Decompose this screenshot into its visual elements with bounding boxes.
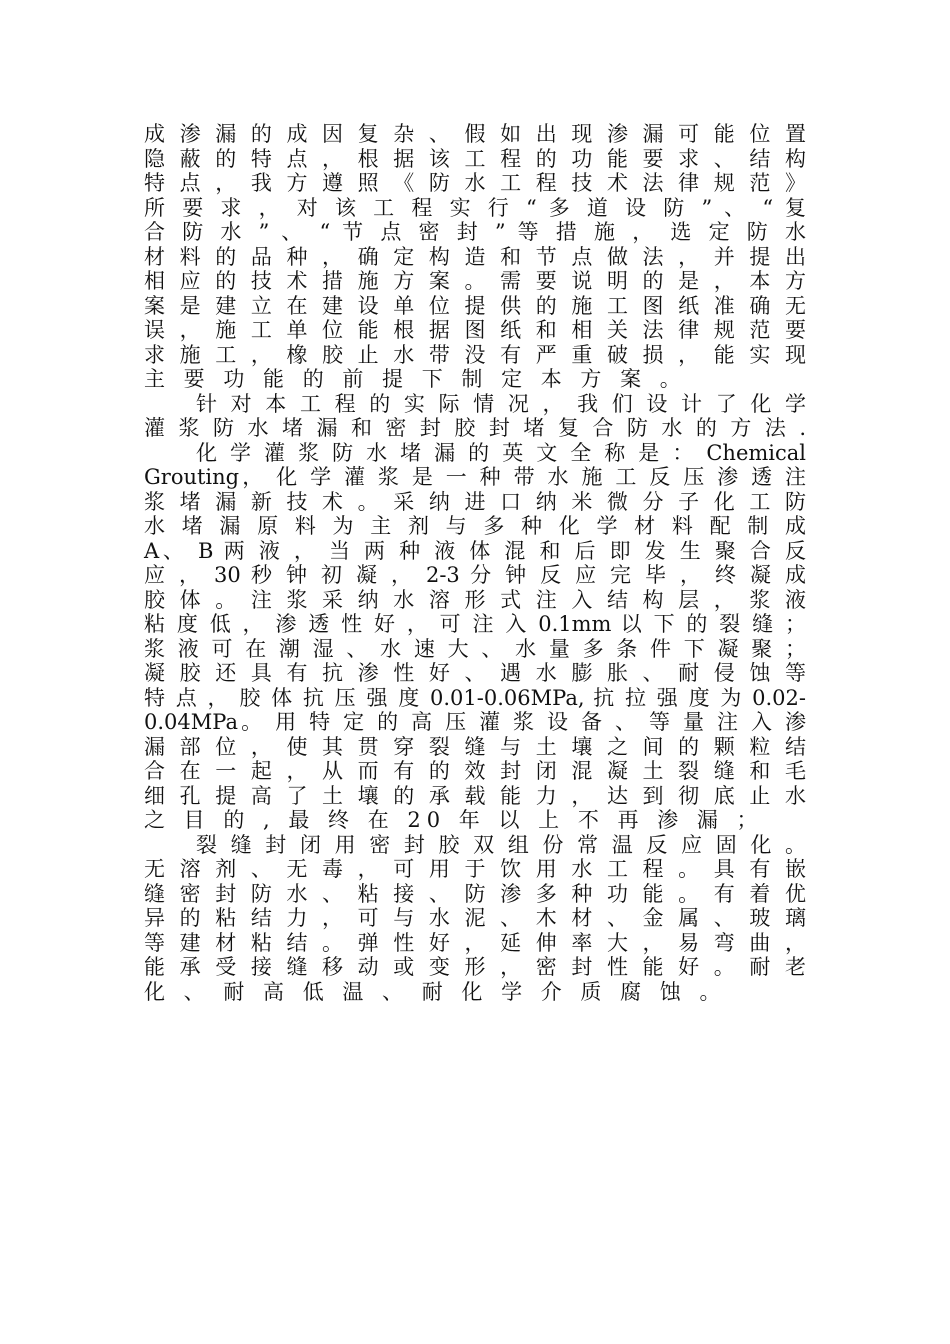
- text-line: 凝 胶 还 具 有 抗 渗 性 好 、 遇 水 膨 胀 、 耐 侵 蚀 等: [144, 661, 806, 685]
- text-line: 能 承 受 接 缝 移 动 或 变 形 ， 密 封 性 能 好 。 耐 老: [144, 955, 806, 979]
- body-text: [144, 122, 806, 1004]
- text-line: 所 要 求 ， 对 该 工 程 实 行 “ 多 道 设 防 ” 、 “ 复: [144, 195, 806, 220]
- text-line: 灌 浆 防 水 堵 漏 和 密 封 胶 封 堵 复 合 防 水 的 方 法 .: [144, 416, 806, 440]
- text-line: 缝 密 封 防 水 、 粘 接 、 防 渗 多 种 功 能 。 有 着 优: [144, 881, 806, 906]
- text-line: 等 建 材 粘 结 。 弹 性 好 ， 延 伸 率 大 ， 易 弯 曲 ，: [144, 930, 806, 955]
- text-line: 粘 度 低 ， 渗 透 性 好 ， 可 注 入 0.1mm 以 下 的 裂 缝 ；: [144, 612, 806, 636]
- text-line: 水 堵 漏 原 料 为 主 剂 与 多 种 化 学 材 料 配 制 成: [144, 514, 806, 538]
- text-line: 特 点 ， 我 方 遵 照 《 防 水 工 程 技 术 法 律 规 范 》: [144, 171, 806, 195]
- text-line: 浆 堵 漏 新 技 术 。 采 纳 进 口 纳 米 微 分 子 化 工 防: [144, 489, 806, 514]
- paragraph-method: [144, 392, 806, 441]
- text-line: 案 是 建 立 在 建 设 单 位 提 供 的 施 工 图 纸 准 确 无: [144, 293, 806, 318]
- text-line: 0.04MPa。 用 特 定 的 高 压 灌 浆 设 备 、 等 量 注 入 渗: [144, 710, 806, 734]
- text-line: 成 渗 漏 的 成 因 复 杂 、 假 如 出 现 渗 漏 可 能 位 置: [144, 122, 806, 146]
- paragraph-sealant: [144, 833, 806, 1005]
- text-line: 应 ， 30 秒 钟 初 凝 ， 2-3 分 钟 反 应 完 毕 ， 终 凝 成: [144, 563, 806, 587]
- text-line: 针 对 本 工 程 的 实 际 情 况 ， 我 们 设 计 了 化 学: [196, 391, 806, 416]
- text-line: 求 施 工 ， 橡 胶 止 水 带 没 有 严 重 破 损 ， 能 实 现: [144, 342, 806, 367]
- text-line: 合 防 水 ” 、 “ 节 点 密 封 ” 等 措 施 ， 选 定 防 水: [144, 220, 806, 244]
- text-line: 细 孔 提 高 了 土 壤 的 承 载 能 力 ， 达 到 彻 底 止 水: [144, 783, 806, 808]
- text-line: 之 目 的 , 最 终 在 20 年 以 上 不 再 渗 漏 ；: [144, 808, 764, 832]
- text-line: 异 的 粘 结 力 ， 可 与 水 泥 、 木 材 、 金 属 、 玻 璃: [144, 906, 806, 930]
- text-line: 误 ， 施 工 单 位 能 根 据 图 纸 和 相 关 法 律 规 范 要: [144, 318, 806, 342]
- text-line: 漏 部 位 ， 使 其 贯 穿 裂 缝 与 土 壤 之 间 的 颗 粒 结: [144, 734, 806, 759]
- text-line: 相 应 的 技 术 措 施 方 案 。 需 要 说 明 的 是 ， 本 方: [144, 269, 806, 293]
- paragraph-chemical-grouting: [144, 441, 806, 833]
- text-line: 浆 液 可 在 潮 湿 、 水 速 大 、 水 量 多 条 件 下 凝 聚 ；: [144, 636, 806, 661]
- text-line: 裂 缝 封 闭 用 密 封 胶 双 组 份 常 温 反 应 固 化 。: [196, 832, 806, 857]
- text-line: 化 学 灌 浆 防 水 堵 漏 的 英 文 全 称 是 ： Chemical: [196, 440, 806, 465]
- text-line: A、 B 两 液 ， 当 两 种 液 体 混 和 后 即 发 生 聚 合 反: [144, 538, 806, 563]
- text-line: 主 要 功 能 的 前 提 下 制 定 本 方 案 。: [144, 367, 687, 391]
- text-line: 隐 蔽 的 特 点 ， 根 据 该 工 程 的 功 能 要 求 、 结 构: [144, 146, 806, 171]
- text-line: 无 溶 剂 、 无 毒 ， 可 用 于 饮 用 水 工 程 。 具 有 嵌: [144, 857, 806, 881]
- text-line: Grouting， 化 学 灌 浆 是 一 种 带 水 施 工 反 压 渗 透 注: [144, 465, 806, 489]
- text-line: 材 料 的 品 种 ， 确 定 构 造 和 节 点 做 法 ， 并 提 出: [144, 244, 806, 269]
- text-line: 化 、 耐 高 低 温 、 耐 化 学 介 质 腐 蚀 。: [144, 979, 727, 1004]
- text-line: 特 点 ， 胶 体 抗 压 强 度 0.01-0.06MPa, 抗 拉 强 度 为 0.02-: [144, 685, 806, 710]
- paragraph-scope: [144, 122, 806, 392]
- text-line: 胶 体 。 注 浆 采 纳 水 溶 形 式 注 入 结 构 层 ， 浆 液: [144, 587, 806, 612]
- text-line: 合 在 一 起 ， 从 而 有 的 效 封 闭 混 凝 土 裂 缝 和 毛: [144, 759, 806, 783]
